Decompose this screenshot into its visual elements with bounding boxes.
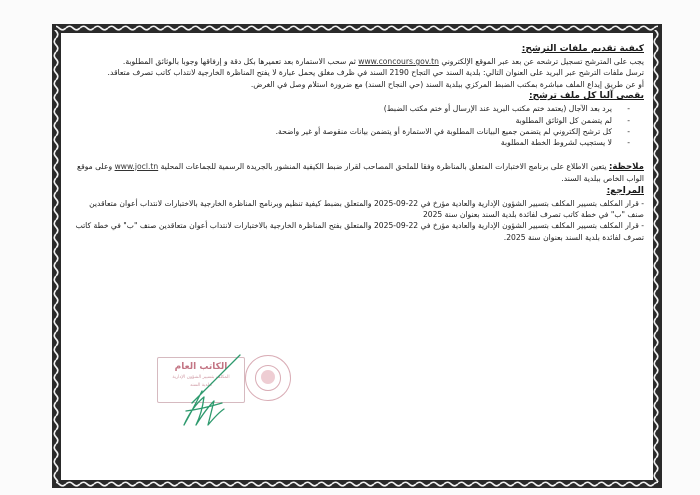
concours-link[interactable]: www.concours.gov.tn [358, 57, 439, 66]
reference-item: - قرار المكلف بتسيير المكلف بتسيير الشؤون الإدارية والعادية مؤرخ في 22-09-2025 والمتعلق بضبط كيفية تنظيم وبرنامج المناظرة الخارجية بالاختبارات لانتداب أعوان متعاقدين صنف "ب" في خطة كاتب تصرف لفائدة بلدية السند بعنوان سنة 2025 [89, 198, 644, 220]
document-body [71, 43, 644, 243]
reference-item: - قرار المكلف بتسيير المكلف بتسيير الشؤون الإدارية والعادية مؤرخ في 22-09-2025 والمتعلق بفتح المناظرة الخارجية بالاختبارات لانتداب أعوان متعاقدين صنف "ب" في خطة كاتب تصرف لفائدة بلدية السند بعنوان سنة 2025. [75, 221, 644, 242]
note-paragraph [71, 161, 644, 185]
exclusion-list [71, 103, 644, 149]
note-text: يتعين الاطلاع على برنامج الاختبارات المتعلق بالمناظرة وفقا للملحق المصاحب لقرار ضبط الكيفية المنشور بالجريدة الرسمية للجماعات المحلية [160, 161, 607, 171]
exclusion-heading: يقصى آليا كل ملف ترشح: [528, 91, 644, 102]
document-page [61, 33, 653, 480]
submission-paragraph-direct: أو عن طريق إيداع الملف مباشرة بمكتب الضبط المركزي ببلدية السند (حي النجاح السند) مع ضرورة استلام وصل في الغرض. [250, 79, 644, 89]
spacer [71, 149, 644, 161]
emblem-icon [261, 370, 275, 384]
decorative-page-border [52, 24, 662, 488]
exclusion-item: - يرد بعد الآجال (يعتمد ختم مكتب البريد عند الإرسال أو ختم مكتب الضبط) [71, 103, 630, 114]
exclusion-item: - لم يتضمن كل الوثائق المطلوبة [71, 115, 630, 126]
exclusion-item: - لا يستجيب لشروط الخطة المطلوبة [71, 137, 630, 148]
stamp-line: المكلف بتسيير الشؤون الإدارية [172, 375, 230, 380]
references-heading: المراجع: [606, 185, 644, 196]
paragraph-text: يجب على المترشح تسجيل ترشحه عن بعد عبر الموقع الإلكتروني [441, 57, 644, 66]
note-text: وعلى موقع الواب الخاص ببلدية السند. [77, 161, 644, 184]
signature-icon [162, 351, 252, 431]
submission-paragraph-online [71, 56, 644, 67]
stamp-title: الكاتب العام [174, 362, 228, 372]
stamp-line: لبلدية السند [189, 383, 213, 388]
submission-heading: كيفية تقديم ملفات الترشح: [521, 44, 644, 54]
exclusion-item: - كل ترشح إلكتروني لم يتضمن جميع البيانات المطلوبة في الاستمارة أو يتضمن بيانات منقوصة أو غير واضحة. [71, 126, 630, 137]
stamp-and-signature [157, 351, 297, 431]
submission-paragraph-mail: ترسل ملفات الترشح عبر البريد على العنوان التالي: بلدية السند حي التجاح 2190 السند في ظرف مغلق يحمل عبارة لا يفتح المناظرة الخارجية لانتداب كاتب تصرف متعاقد. [107, 68, 644, 78]
paragraph-text: ثم سحب الاستمارة بعد تعميرها بكل دقة و إرفاقها وجوبا بالوثائق المطلوبة. [122, 57, 356, 66]
jocl-link[interactable]: www.jocl.tn [114, 161, 159, 171]
note-label: ملاحظة: [608, 161, 644, 172]
